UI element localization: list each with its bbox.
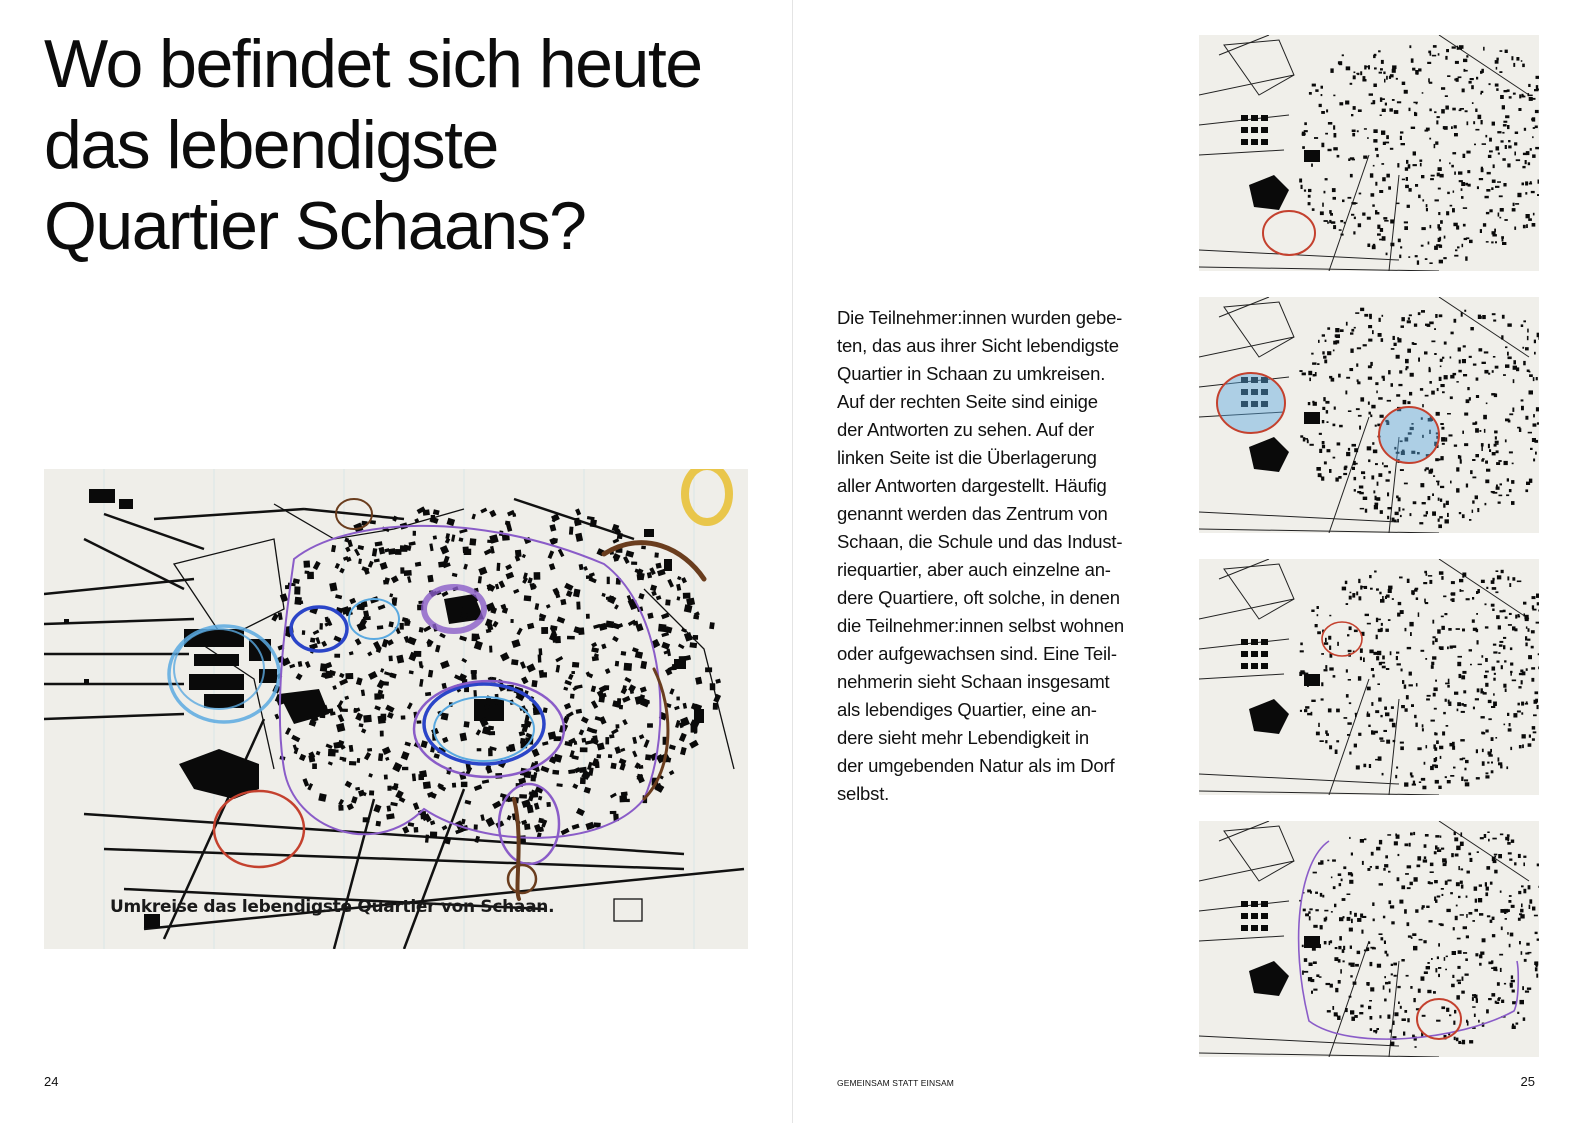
body-line: linken Seite ist die Überlagerung bbox=[837, 447, 1097, 468]
body-line: genannt werden das Zentrum von bbox=[837, 503, 1108, 524]
answer-map-4-drawing bbox=[1199, 821, 1539, 1057]
body-paragraph bbox=[837, 304, 1177, 808]
answer-map-2 bbox=[1199, 297, 1539, 533]
body-line: der umgebenden Natur als im Dorf bbox=[837, 755, 1115, 776]
body-line: selbst. bbox=[837, 783, 890, 804]
body-line: dere Quartiere, oft solche, in denen bbox=[837, 587, 1120, 608]
spine-divider bbox=[792, 0, 793, 1123]
body-line: Schaan, die Schule und das Indust- bbox=[837, 531, 1123, 552]
body-line: ten, das aus ihrer Sicht lebendigste bbox=[837, 335, 1119, 356]
answer-map-2-drawing bbox=[1199, 297, 1539, 533]
map-caption: Umkreise das lebendigste Quartier von Schaan. bbox=[110, 897, 555, 917]
answer-map-4 bbox=[1199, 821, 1539, 1057]
body-line: Die Teilnehmer:innen wurden gebe- bbox=[837, 307, 1123, 328]
overlay-map-all-answers bbox=[44, 469, 748, 949]
answer-map-1-drawing bbox=[1199, 35, 1539, 271]
page-number-right: 25 bbox=[1520, 1074, 1535, 1089]
page-headline bbox=[44, 24, 764, 267]
body-line: riequartier, aber auch einzelne an- bbox=[837, 559, 1111, 580]
answer-map-3 bbox=[1199, 559, 1539, 795]
body-line: Auf der rechten Seite sind einige bbox=[837, 391, 1098, 412]
body-line: die Teilnehmer:innen selbst wohnen bbox=[837, 615, 1124, 636]
headline-line-1: Wo befindet sich heute bbox=[44, 26, 702, 102]
overlay-map-drawing bbox=[44, 469, 748, 949]
answer-map-1 bbox=[1199, 35, 1539, 271]
running-footer: GEMEINSAM STATT EINSAM bbox=[837, 1078, 954, 1088]
body-line: als lebendiges Quartier, eine an- bbox=[837, 699, 1097, 720]
body-line: der Antworten zu sehen. Auf der bbox=[837, 419, 1095, 440]
body-line: Quartier in Schaan zu umkreisen. bbox=[837, 363, 1106, 384]
body-line: dere sieht mehr Lebendigkeit in bbox=[837, 727, 1089, 748]
body-line: aller Antworten dargestellt. Häufig bbox=[837, 475, 1107, 496]
answer-map-3-drawing bbox=[1199, 559, 1539, 795]
headline-line-3: Quartier Schaans? bbox=[44, 188, 586, 264]
body-line: nehmerin sieht Schaan insgesamt bbox=[837, 671, 1110, 692]
body-line: oder aufgewachsen sind. Eine Teil- bbox=[837, 643, 1117, 664]
page-number-left: 24 bbox=[44, 1074, 59, 1089]
right-page bbox=[794, 0, 1587, 1123]
headline-line-2: das lebendigste bbox=[44, 107, 498, 183]
left-page bbox=[0, 0, 792, 1123]
